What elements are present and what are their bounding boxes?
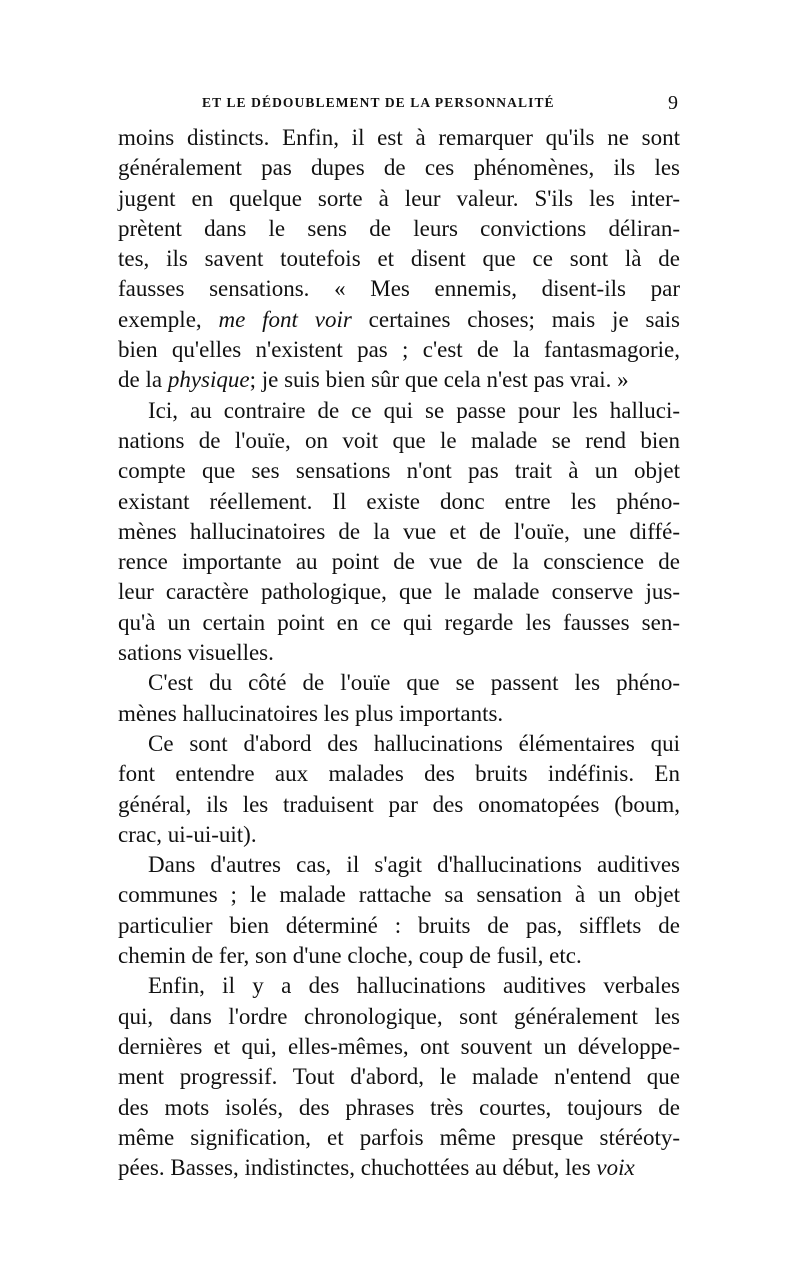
line-text: communes ; le malade rattache sa sensation à un objet bbox=[118, 882, 680, 908]
text-line bbox=[118, 880, 680, 910]
line-text: certaines choses; mais je sais bbox=[351, 306, 680, 332]
text-line bbox=[118, 123, 680, 153]
line-text: font entendre aux malades des bruits indéfinis. En bbox=[118, 761, 680, 787]
line-text: nations de l'ouïe, on voit que le malade se rend bien bbox=[118, 427, 680, 453]
line-text: Dans d'autres cas, il s'agit d'hallucinations auditives bbox=[148, 852, 680, 878]
text-line bbox=[118, 517, 680, 547]
line-text: moins distincts. Enfin, il est à remarquer qu'ils ne sont bbox=[118, 125, 680, 150]
text-line bbox=[118, 274, 680, 304]
line-text: Ici, au contraire de ce qui se passe pour les halluci- bbox=[148, 397, 680, 423]
line-text: mènes hallucinatoires les plus importants. bbox=[118, 700, 504, 726]
body-text bbox=[118, 123, 680, 1183]
line-text: généralement pas dupes de ces phénomènes, ils les bbox=[118, 155, 680, 181]
line-text: crac, ui-ui-uit). bbox=[118, 821, 257, 847]
line-text: jugent en quelque sorte à leur valeur. S'ils les inter- bbox=[118, 185, 680, 211]
text-line bbox=[118, 1062, 680, 1092]
line-text: Ce sont d'abord des hallucinations élémentaires qui bbox=[148, 730, 680, 756]
text-line bbox=[118, 971, 680, 1001]
text-line bbox=[118, 426, 680, 456]
italic-text: physique bbox=[167, 367, 250, 393]
text-line bbox=[118, 214, 680, 244]
text-line bbox=[118, 244, 680, 274]
line-text: Enfin, il y a des hallucinations auditives verbales bbox=[148, 973, 680, 999]
line-text: mènes hallucinatoires de la vue et de l'ouïe, une diffé- bbox=[118, 518, 680, 544]
text-line bbox=[118, 729, 680, 759]
line-text: chemin de fer, son d'une cloche, coup de fusil, etc. bbox=[118, 943, 582, 969]
line-text: leur caractère pathologique, que le malade conserve jus- bbox=[118, 579, 680, 605]
line-text: existant réellement. Il existe donc entre les phéno- bbox=[118, 488, 680, 514]
line-text: qui, dans l'ordre chronologique, sont généralement les bbox=[118, 1003, 680, 1029]
line-text: des mots isolés, des phrases très courtes, toujours de bbox=[118, 1094, 680, 1120]
line-text: général, ils les traduisent par des onomatopées (boum, bbox=[118, 791, 680, 817]
text-line bbox=[118, 850, 680, 880]
text-line bbox=[118, 759, 680, 789]
text-line bbox=[118, 941, 680, 971]
text-line bbox=[118, 911, 680, 941]
text-line bbox=[118, 790, 680, 820]
line-text: sations visuelles. bbox=[118, 640, 274, 666]
italic-text: me font voir bbox=[218, 306, 352, 332]
text-line bbox=[118, 487, 680, 517]
text-line bbox=[118, 1032, 680, 1062]
text-line bbox=[118, 1153, 680, 1183]
line-text: ; je suis bien sûr que cela n'est pas vrai. » bbox=[249, 367, 629, 393]
running-head bbox=[118, 92, 680, 118]
text-line bbox=[118, 577, 680, 607]
line-text: rence importante au point de vue de la conscience de bbox=[118, 549, 680, 575]
line-text: C'est du côté de l'ouïe que se passent les phéno- bbox=[148, 670, 680, 696]
line-text: dernières et qui, elles-mêmes, ont souvent un développe- bbox=[118, 1033, 680, 1059]
line-text: compte que ses sensations n'ont pas trait à un objet bbox=[118, 458, 680, 484]
line-text: bien qu'elles n'existent pas ; c'est de la fantasmagorie, bbox=[118, 337, 680, 363]
text-line bbox=[118, 1123, 680, 1153]
running-title: ET LE DÉDOUBLEMENT DE LA PERSONNALITÉ bbox=[202, 95, 555, 110]
line-text: qu'à un certain point en ce qui regarde les fausses sen- bbox=[118, 609, 680, 635]
text-line bbox=[118, 184, 680, 214]
line-text: pées. Basses, indistinctes, chuchottées au début, les bbox=[118, 1155, 597, 1181]
line-text: prètent dans le sens de leurs convictions déliran- bbox=[118, 215, 680, 241]
line-text: particulier bien déterminé : bruits de pas, sifflets de bbox=[118, 912, 680, 938]
line-text: fausses sensations. « Mes ennemis, disent-ils par bbox=[118, 276, 680, 302]
text-line bbox=[118, 153, 680, 183]
line-text: ment progressif. Tout d'abord, le malade n'entend que bbox=[118, 1064, 680, 1090]
text-line bbox=[118, 335, 680, 365]
text-line bbox=[118, 305, 680, 335]
text-line bbox=[118, 456, 680, 486]
text-line bbox=[118, 1093, 680, 1123]
line-text: tes, ils savent toutefois et disent que ce sont là de bbox=[118, 246, 680, 272]
text-line bbox=[118, 668, 680, 698]
page-number: 9 bbox=[668, 92, 678, 114]
text-line bbox=[118, 1002, 680, 1032]
text-line bbox=[118, 396, 680, 426]
line-text: de la bbox=[118, 367, 168, 393]
text-line bbox=[118, 365, 680, 395]
text-line bbox=[118, 638, 680, 668]
text-line bbox=[118, 547, 680, 577]
line-text: exemple, bbox=[118, 306, 219, 332]
text-line bbox=[118, 699, 680, 729]
text-line bbox=[118, 820, 680, 850]
italic-text: voix bbox=[596, 1155, 635, 1181]
text-line bbox=[118, 608, 680, 638]
line-text: même signification, et parfois même presque stéréoty- bbox=[118, 1124, 680, 1150]
